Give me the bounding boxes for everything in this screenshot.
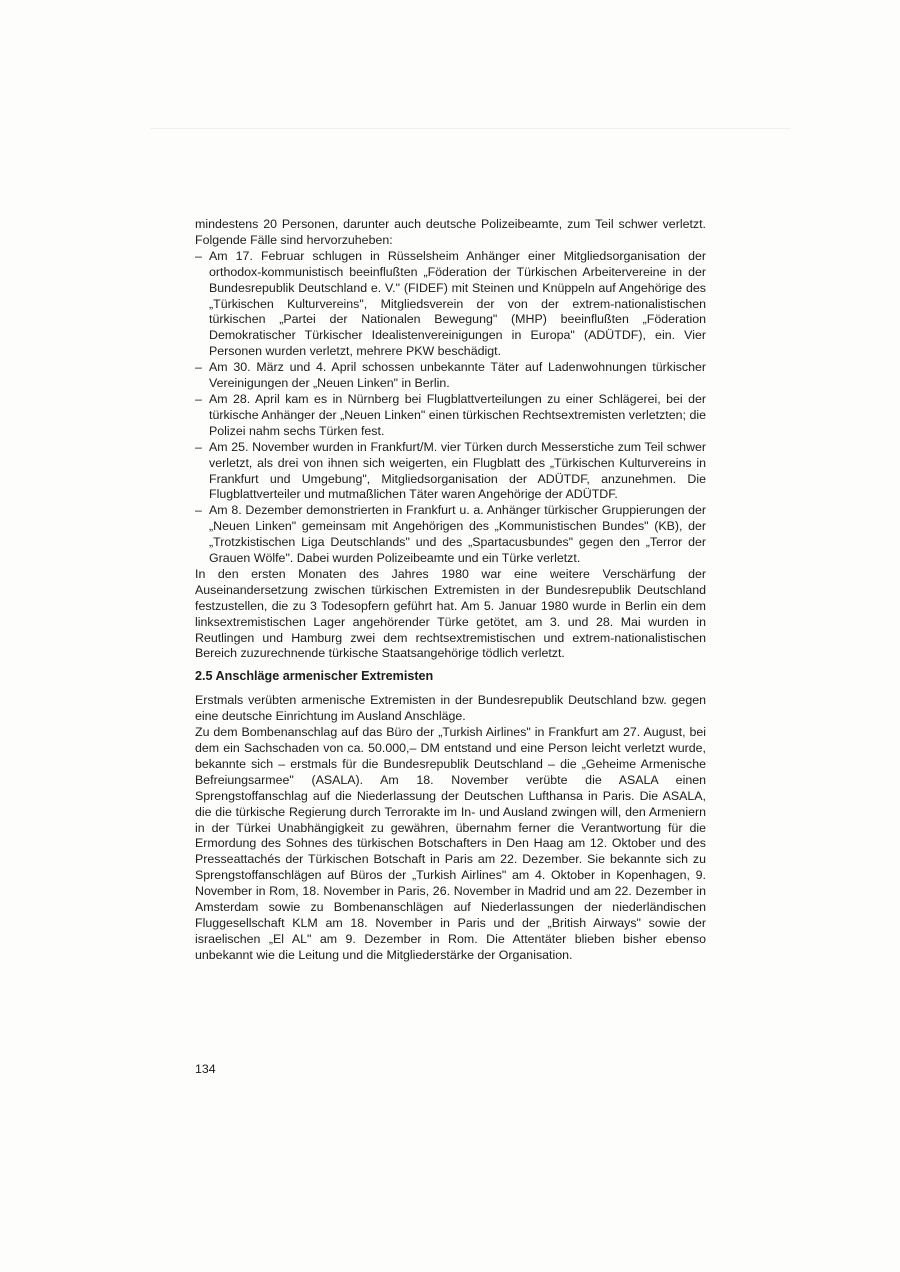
list-item-text: Am 25. November wurden in Frankfurt/M. vier Türken durch Messerstiche zum Teil schwer verletzt, als drei von ihnen sich weigerten, ein Flugblatt des „Türkischen Kulturvereins in Frankfurt und Umgebung", Mitgliedsorganisation der ADÜTDF, anzunehmen. Die Flugblattverteiler und mutmaßlichen Täter waren Angehörige der ADÜTDF. bbox=[209, 439, 706, 502]
list-item-text: Am 30. März und 4. April schossen unbekannte Täter auf Ladenwohnungen türkischer Vereinigungen der „Neuen Linken" in Berlin. bbox=[209, 360, 706, 391]
list-item-text: Am 28. April kam es in Nürnberg bei Flugblattverteilungen zu einer Schlägerei, bei der türkische Anhänger der „Neuen Linken" einen türkischen Rechtsextremisten verletzten; die Polizei nahm sechs Türken fest. bbox=[209, 391, 706, 438]
section-heading: 2.5 Anschläge armenischer Extremisten bbox=[195, 669, 434, 684]
list-item-text: Am 8. Dezember demonstrierten in Frankfurt u. a. Anhänger türkischer Gruppierungen der „Neuen Linken" gemeinsam mit Angehörigen des „Kommunistischen Bundes" (KB), der „Trotzkistischen Liga Deutschlands" und des „Spartacusbundes" gegen den „Terror der Grauen Wölfe". Dabei wurden Polizeibeamte und ein Türke verletzt. bbox=[209, 503, 706, 566]
list-item bbox=[195, 392, 706, 440]
list-dash: – bbox=[195, 360, 202, 375]
summary-paragraph: In den ersten Monaten des Jahres 1980 war eine weitere Verschärfung der Auseinandersetzung zwischen türkischen Extremisten in der Bundesrepublik Deutschland festzustellen, die zu 3 Todesopfern geführt hat. Am 5. Januar 1980 wurde in Berlin ein dem linksextremistischen Lager angehörender Türke getötet, am 3. und 28. Mai wurden in Reutlingen und Hamburg zwei dem rechtsextremistischen und extrem-nationalistischen Bereich zuzurechnende türkische Staatsangehörige tödlich verletzt. bbox=[195, 566, 706, 661]
list-dash: – bbox=[195, 503, 202, 518]
list-dash: – bbox=[195, 439, 202, 454]
list-item bbox=[195, 360, 706, 392]
intro-paragraph: mindestens 20 Personen, darunter auch deutsche Polizeibeamte, zum Teil schwer verletzt. Folgende Fälle sind hervorzuheben: bbox=[195, 217, 706, 247]
section-intro-paragraph: Erstmals verübten armenische Extremisten in der Bundesrepublik Deutschland bzw. gegen eine deutsche Einrichtung im Ausland Anschläge. bbox=[195, 693, 706, 724]
page-body bbox=[195, 217, 706, 964]
list-dash: – bbox=[195, 248, 202, 263]
incident-list bbox=[195, 249, 706, 567]
section-body-paragraph: Zu dem Bombenanschlag auf das Büro der „Turkish Airlines" in Frankfurt am 27. August, bei dem ein Sachschaden von ca. 50.000,– DM entstand und eine Person leicht verletzt wurde, bekannte sich – erstmals für die Bundesrepublik Deutschland – die „Geheime Armenische Befreiungsarmee" (ASALA). Am 18. November verübte die ASALA einen Sprengstoffanschlag auf die Niederlassung der Deutschen Lufthansa in Paris. Die ASALA, die die türkische Regierung durch Terrorakte im In- und Ausland zwingen will, den Armeniern in der Türkei Unabhängigkeit zu gewähren, übernahm ferner die Verantwortung für die Ermordung des Sohnes des türkischen Botschafters in Den Haag am 12. Oktober und des Presseattachés der Türkischen Botschaft in Paris am 22. Dezember. Sie bekannte sich zu Sprengstoffanschlägen auf Büros der „Turkish Airlines" am 4. Oktober in Kopenhagen, 9. November in Rom, 18. November in Paris, 26. November in Madrid und am 22. Dezember in Amsterdam sowie zu Bombenanschlägen auf Niederlassungen der niederländischen Fluggesellschaft KLM am 18. November in Paris und der „British Airways" sowie der israelischen „El AL" am 9. Dezember in Rom. Die Attentäter blieben bisher ebenso unbekannt wie die Leitung und die Mitgliederstärke der Organisation. bbox=[195, 725, 706, 962]
list-item bbox=[195, 503, 706, 567]
list-item bbox=[195, 249, 706, 360]
page-edge-shadow bbox=[150, 128, 790, 129]
list-item bbox=[195, 440, 706, 504]
page-number: 134 bbox=[195, 1062, 216, 1076]
list-dash: – bbox=[195, 391, 202, 406]
list-item-text: Am 17. Februar schlugen in Rüsselsheim Anhänger einer Mitgliedsorganisation der orthodox-kommunistisch beeinflußten „Föderation der Türkischen Arbeitervereine in der Bundesrepublik Deutschland e. V." (FIDEF) mit Steinen und Knüppeln auf Angehörige des „Türkischen Kulturvereins", Mitgliedsverein der von der extrem-nationalistischen türkischen „Partei der Nationalen Bewegung" (MHP) beeinflußten „Föderation Demokratischer Türkischer Idealistenvereinigungen in Europa" (ADÜTDF), ein. Vier Personen wurden verletzt, mehrere PKW beschädigt. bbox=[209, 248, 706, 359]
